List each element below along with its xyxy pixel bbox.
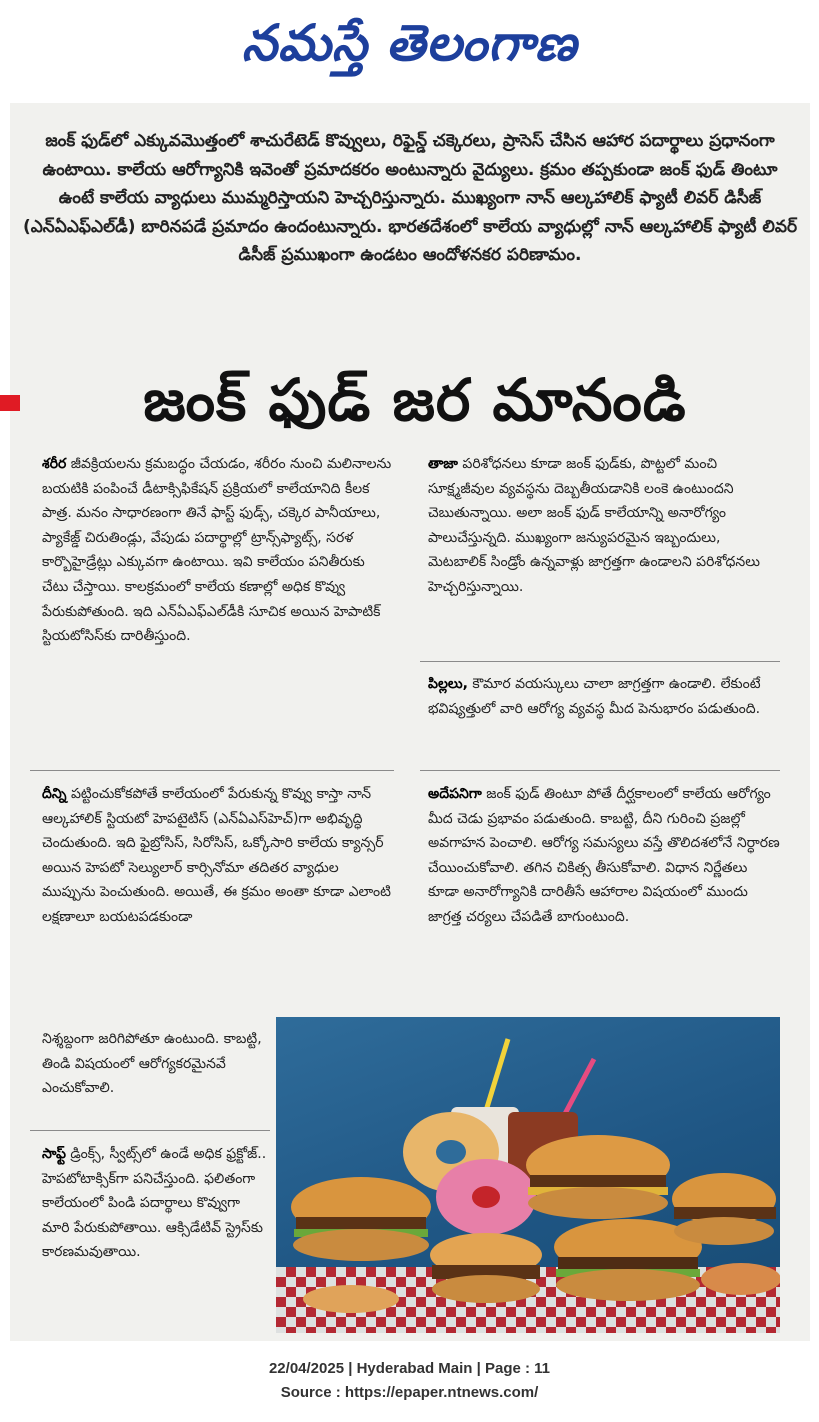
headline-marker	[0, 395, 20, 411]
para-text: పరిశోధనలు కూడా జంక్ ఫుడ్‌కు, పొట్టలో మంచి సూక్ష్మజీవుల వ్యవస్థను దెబ్బతీయడానికి లంకె ఉంటుందని చెబుతున్నాయి. అలా జంక్ ఫుడ్ కాలేయాన్ని అనారోగ్యం పాలుచేస్తున్నది. ముఖ్యంగా జన్యుపరమైన ఇబ్బందులు, మెటబాలిక్ సిండ్రోం ఉన్నవాళ్లు జాగ్రత్తగా ఉండాలని పరిశోధనలు హెచ్చరిస్తున్నాయి.	[428, 456, 761, 595]
left-paragraph-2-continued	[42, 1027, 268, 1101]
left-paragraph-1	[42, 452, 394, 649]
para-text: నిశ్శబ్దంగా జరిగిపోతూ ఉంటుంది. కాబట్టి, తిండి విషయంలో ఆరోగ్యకరమైనవే ఎంచుకోవాలి.	[42, 1031, 262, 1097]
para-lead: సాఫ్ట్	[42, 1146, 66, 1162]
para-lead: శరీర	[42, 456, 67, 472]
junk-food-illustration	[276, 1017, 780, 1333]
para-lead: అదేపనిగా	[428, 786, 482, 802]
left-paragraph-2	[42, 782, 394, 930]
intro-paragraph: జంక్ ఫుడ్‌లో ఎక్కువమొత్తంలో శాచురేటెడ్ కొవ్వులు, రిఫైన్డ్ చక్కెరలు, ప్రాసెస్ చేసిన ఆహార పదార్థాలు ప్రధానంగా ఉంటాయి. కాలేయ ఆరోగ్యానికి ఇవెంతో ప్రమాదకరం అంటున్నారు వైద్యులు. క్రమం తప్పకుండా జంక్ ఫుడ్ తింటూ ఉంటే కాలేయ వ్యాధులు ముమ్మరిస్తాయని హెచ్చరిస్తున్నారు. ముఖ్యంగా నాన్ ఆల్కహాలిక్ ఫ్యాటీ లివర్ డిసీజ్ (ఎన్ఏఎఫ్ఎల్‌డీ) బారినపడే ప్రమాదం ఉందంటున్నారు. భారతదేశంలో కాలేయ వ్యాధుల్లో నాన్ ఆల్కహాలిక్ ఫ్యాటీ లివర్ డిసీజ్ ప్రముఖంగా ఉండటం ఆందోళనకర పరిణామం.	[22, 131, 798, 265]
column-divider	[30, 1130, 270, 1131]
footer-dateline: 22/04/2025 | Hyderabad Main | Page : 11	[268, 1360, 551, 1377]
column-divider	[420, 661, 780, 662]
left-paragraph-3	[42, 1142, 268, 1265]
right-paragraph-2	[428, 672, 780, 721]
footer-source: Source : https://epaper.ntnews.com/	[280, 1384, 539, 1401]
right-paragraph-3	[428, 782, 780, 930]
masthead-title: నమస్తే తెలంగాణ	[241, 13, 578, 72]
para-text: జంక్ ఫుడ్ తింటూ పోతే దీర్ఘకాలంలో కాలేయ ఆరోగ్యం మీద చెడు ప్రభావం పడుతుంది. కాబట్టి, దీని గురించి ప్రజల్లో అవగాహన పెంచాలి. ఆరోగ్య సమస్యలు వస్తే తొలిదశలోనే నిర్ధారణ చేయించుకోవాలి. తగిన చికిత్స తీసుకోవాలి. విధాన నిర్ణేతలు కూడా అనారోగ్యానికి దారితీసే ఆహారాల విషయంలో ముందు జాగ్రత్త చర్యలు చేపడితే బాగుంటుంది.	[428, 786, 780, 925]
para-text: కౌమార వయస్కులు చాలా జాగ్రత్తగా ఉండాలి. లేకుంటే భవిష్యత్తులో వారి ఆరోగ్య వ్యవస్థ మీద పెనుభారం పడుతుంది.	[428, 676, 761, 717]
para-text: పట్టించుకోకపోతే కాలేయంలో పేరుకున్న కొవ్వు కాస్తా నాన్ ఆల్కహాలిక్ స్టియటో హెపటైటిస్ (ఎన్ఏఎస్‌హెచ్)గా అభివృద్ధి చెందుతుంది. ఇది ఫైబ్రోసిస్, సిరోసిస్, ఒక్కోసారి కాలేయ క్యాన్సర్ అయిన హెపటో సెల్యులార్ కార్సినోమా తదితర వ్యాధుల ముప్పును పెంచుతుంది. అయితే, ఈ క్రమం అంతా కూడా ఎలాంటి లక్షణాలూ బయటపడకుండా	[42, 786, 391, 925]
para-text: డ్రింక్స్, స్వీట్స్‌లో ఉండే అధిక ఫ్రక్టోజ్.. హెపటోటాక్సిక్‌గా పనిచేస్తుంది. ఫలితంగా కాలేయంలో పిండి పదార్థాలు కొవ్వుగా మారి పేరుకుపోతాయి. ఆక్సిడేటివ్ స్ట్రెస్‌కు కారణమవుతాయి.	[42, 1146, 267, 1261]
para-text: జీవక్రియలను క్రమబద్ధం చేయడం, శరీరం నుంచి మలినాలను బయటికి పంపించే డీటాక్సిఫికేషన్ ప్రక్రియలో కాలేయానిది కీలక పాత్ర. మనం సాధారణంగా తినే ఫాస్ట్ ఫుడ్స్, చక్కెర పానీయాలు, ప్యాకేజ్డ్ చిరుతిండ్లు, వేపుడు పదార్థాల్లో ట్రాన్స్‌ఫ్యాట్స్, సరళ కార్బొహైడ్రేట్లు ఎక్కువగా ఉంటాయి. ఇవి కాలేయం పనితీరుకు చేటు చేస్తాయి. కాలక్రమంలో కాలేయ కణాల్లో అధిక కొవ్వు పేరుకుపోతుంది. ఇది ఎన్ఏఎఫ్ఎల్‌డీకి సూచిక అయిన హెపాటిక్ స్టియటోసిస్‌కు దారితీస్తుంది.	[42, 456, 392, 645]
masthead-logo	[0, 8, 819, 78]
column-divider	[420, 770, 780, 771]
junk-food-photo	[276, 1017, 780, 1333]
para-lead: పిల్లలు,	[428, 676, 468, 692]
right-paragraph-1	[428, 452, 780, 600]
para-lead: తాజా	[428, 456, 458, 472]
column-divider	[30, 770, 394, 771]
headline: జంక్ ఫుడ్ జర మానండి	[143, 366, 687, 434]
para-lead: దీన్ని	[42, 786, 67, 802]
